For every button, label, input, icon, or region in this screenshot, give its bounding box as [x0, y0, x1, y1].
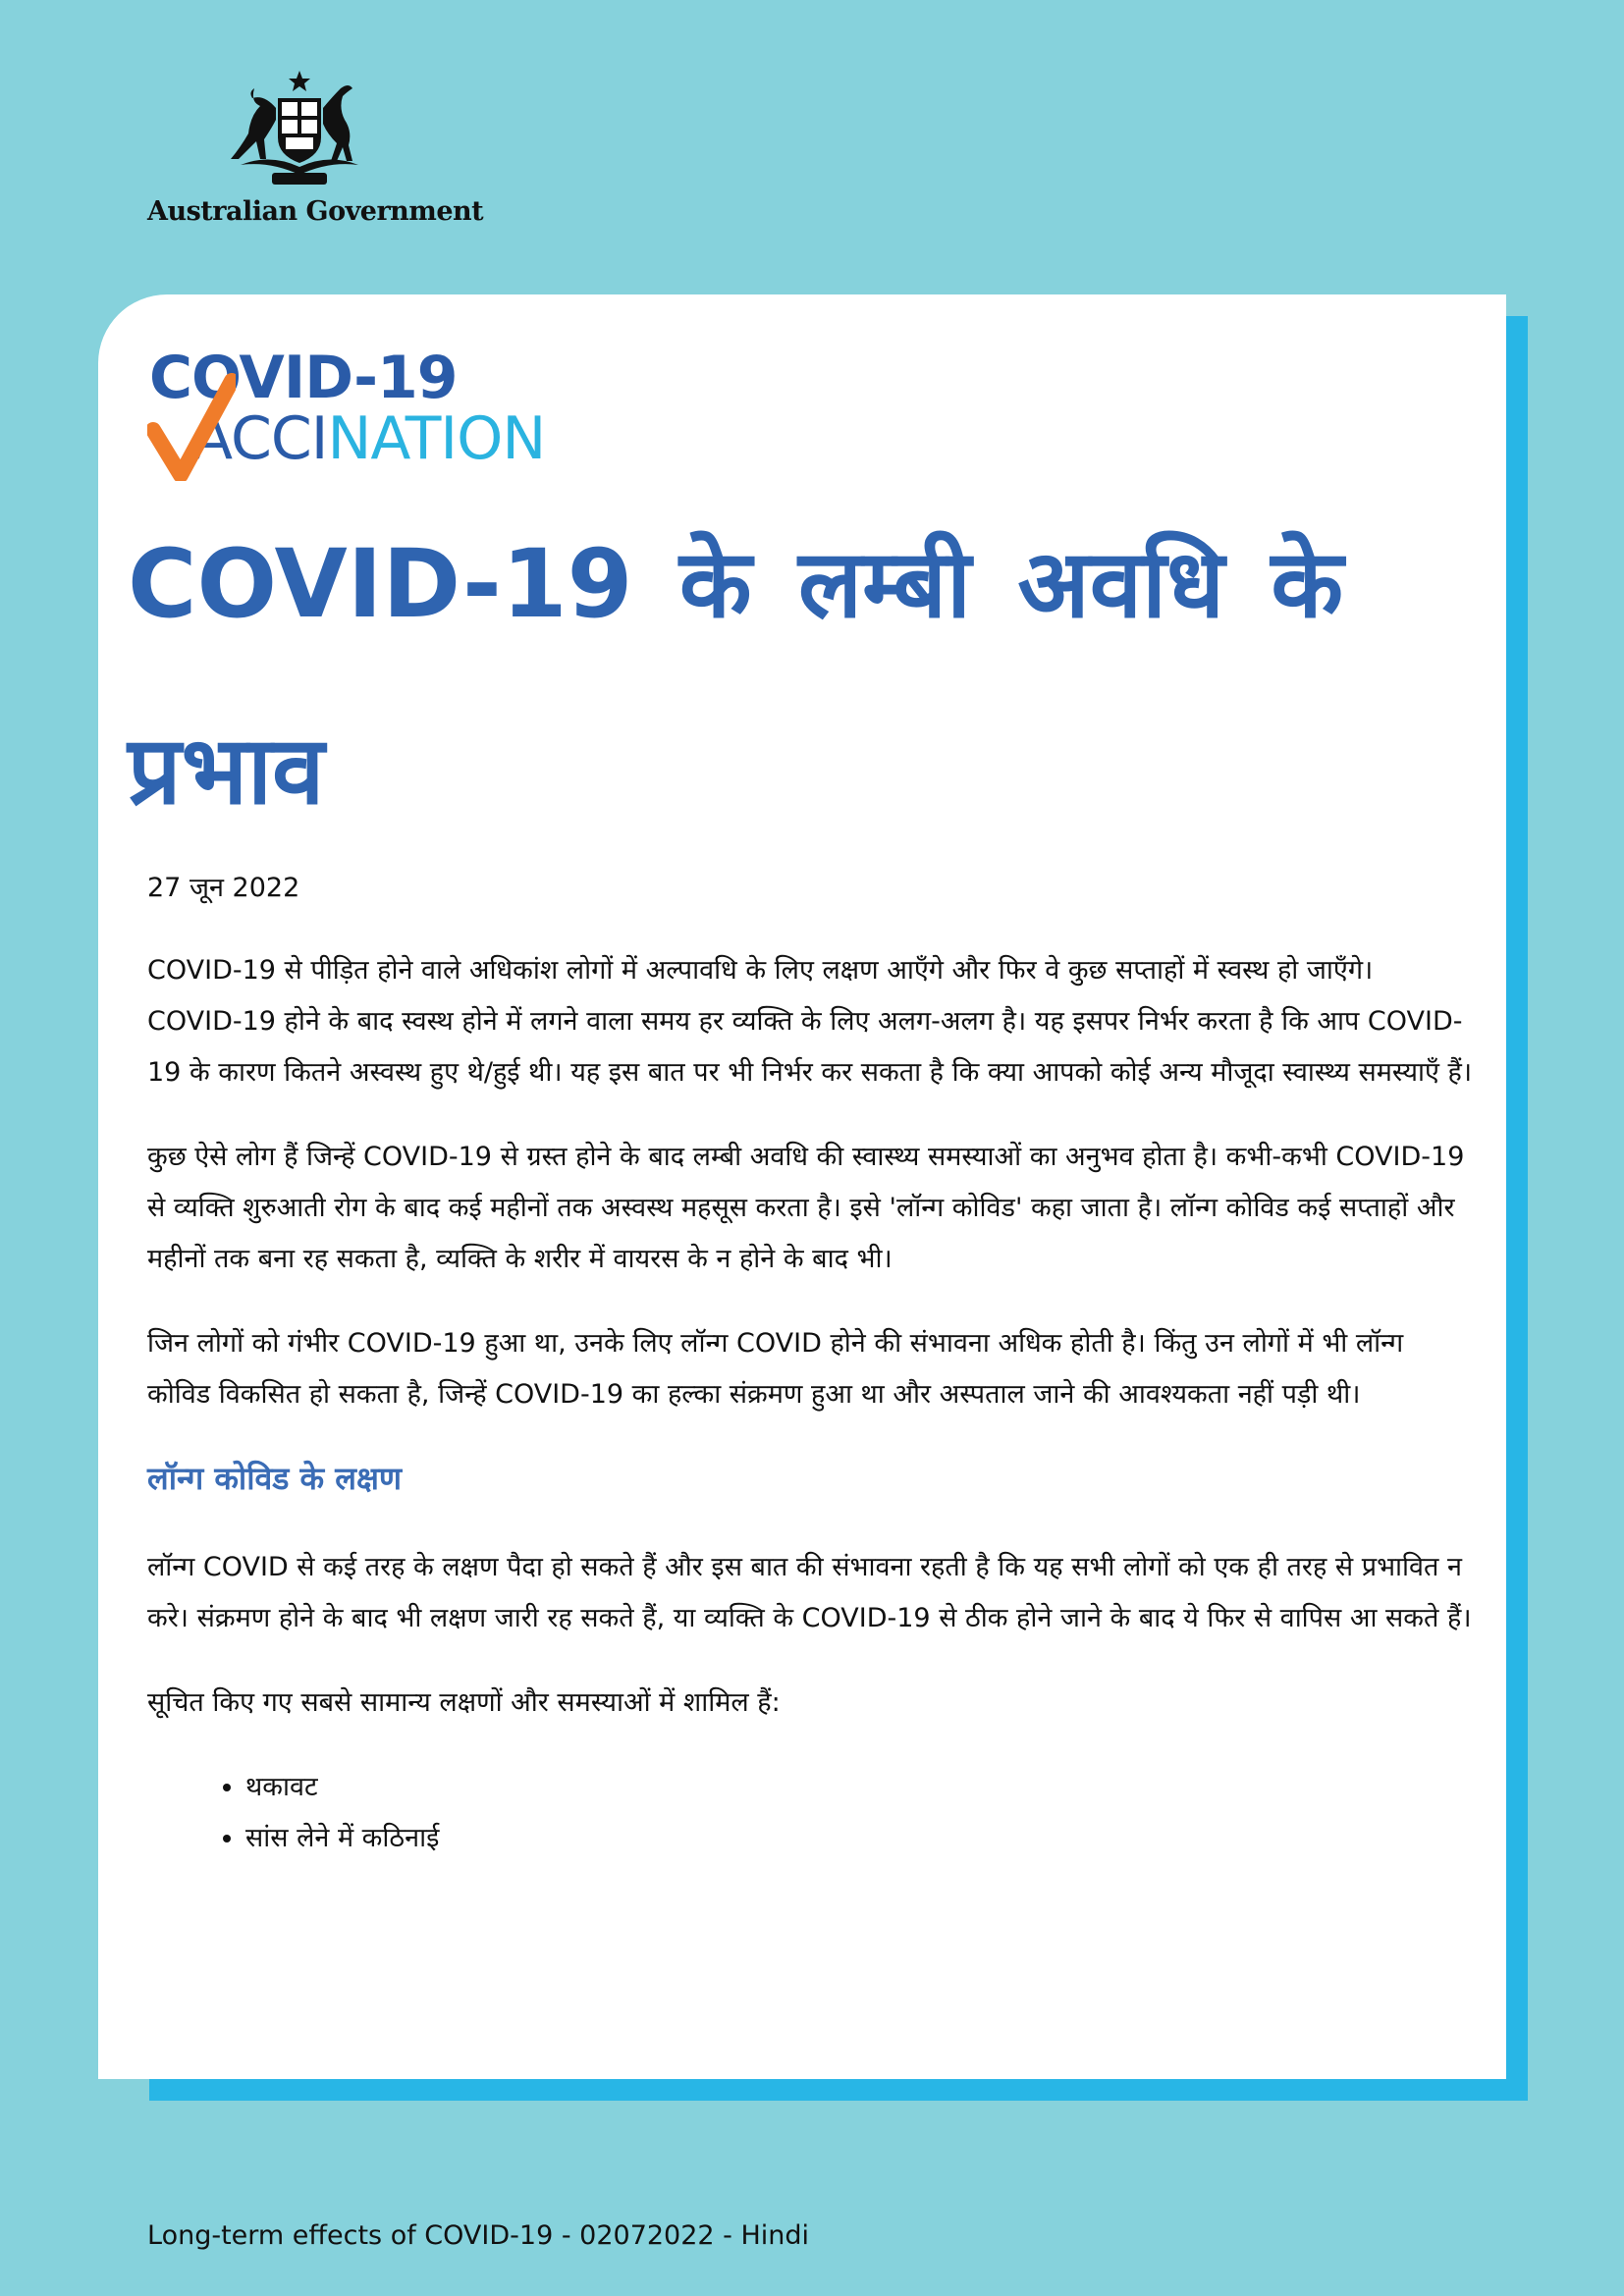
page-title: COVID-19 के लम्बी अवधि के प्रभाव — [128, 529, 1344, 826]
document-content — [147, 869, 1473, 1864]
logo-vaccination-text — [192, 404, 545, 473]
document-date: 27 जून 2022 — [147, 873, 300, 903]
logo-vaccination-dark: ACCI — [192, 404, 328, 473]
footer-text: Long-term effects of COVID-19 - 02072022 - Hindi — [147, 2220, 810, 2251]
coat-of-arms-icon — [221, 69, 378, 191]
checkmark-icon — [147, 373, 236, 481]
paragraph-long-covid: कुछ ऐसे लोग हैं जिन्हें COVID-19 से ग्रस्त होने के बाद लम्बी अवधि की स्वास्थ्य समस्याओं का अनुभव होता है। कभी-कभी COVID-19 से व्यक्ति शुरुआती रोग के बाद कई महीनों तक अस्वस्थ महसूस करता है। इसे 'लॉन्ग कोविड' कहा जाता है। लॉन्ग कोविड कई सप्ताहों और महीनों तक बना रह सकता है, व्यक्ति के शरीर में वायरस के न होने के बाद भी। — [147, 1142, 1465, 1274]
logo-covid19-text: COVID-19 — [149, 344, 458, 412]
paragraph-symptoms: लॉन्ग COVID से कई तरह के लक्षण पैदा हो सकते हैं और इस बात की संभावना रहती है कि यह सभी लोगों को एक ही तरह से प्रभावित न करे। संक्रमण होने के बाद भी लक्षण जारी रह सकते हैं, या व्यक्ति के COVID-19 से ठीक होने जाने के बाद ये फिर से वापिस आ सकते हैं। — [147, 1552, 1472, 1633]
covid-vaccination-logo — [149, 344, 601, 471]
paragraph-common-symptoms: सूचित किए गए सबसे सामान्य लक्षणों और समस्याओं में शामिल हैं: — [147, 1687, 781, 1718]
paragraph-intro: COVID-19 से पीड़ित होने वाले अधिकांश लोगों में अल्पावधि के लिए लक्षण आएँगे और फिर वे कुछ सप्ताहों में स्वस्थ हो जाएँगे। COVID-19 होने के बाद स्वस्थ होने में लगने वाला समय हर व्यक्ति के लिए अलग-अलग है। यह इसपर निर्भर करता है कि आप COVID-19 के कारण कितने अस्वस्थ हुए थे/हुई थी। यह इस बात पर भी निर्भर कर सकता है कि क्या आपको कोई अन्य मौजूदा स्वास्थ्य समस्याएँ हैं। — [147, 955, 1473, 1088]
section-heading-symptoms: लॉन्ग कोविड के लक्षण — [147, 1460, 403, 1497]
symptom-list — [147, 1762, 1473, 1864]
paragraph-severity: जिन लोगों को गंभीर COVID-19 हुआ था, उनके लिए लॉन्ग COVID होने की संभावना अधिक होती है। किंतु उन लोगों में भी लॉन्ग कोविड विकसित हो सकता है, जिन्हें COVID-19 का हल्का संक्रमण हुआ था और अस्पताल जाने की आवश्यकता नहीं पड़ी थी। — [147, 1328, 1404, 1410]
document-card — [98, 294, 1506, 2079]
list-item: • थकावट — [245, 1762, 1473, 1813]
government-name: Australian Government — [147, 196, 484, 227]
list-item: • सांस लेने में कठिनाई — [245, 1813, 1473, 1864]
logo-vaccination-light: NATION — [327, 404, 546, 473]
